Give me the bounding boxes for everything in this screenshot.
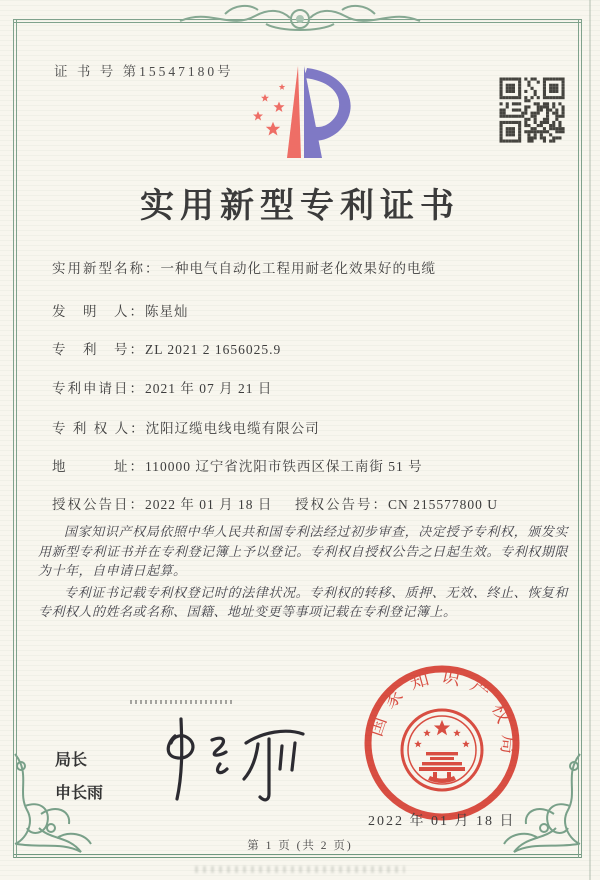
field-value: CN 215577800 U: [388, 497, 499, 512]
cnipa-logo: [240, 58, 370, 166]
certificate-number: 证 书 号 第15547180号: [54, 64, 234, 79]
field-value: 一种电气自动化工程用耐老化效果好的电缆: [160, 261, 436, 276]
officer-title: 局长: [55, 752, 88, 769]
print-artifact: [130, 700, 235, 704]
field-row-address: [52, 455, 423, 475]
field-label: 发 明 人：: [52, 304, 145, 319]
qr-code: [498, 76, 566, 144]
official-seal: [360, 664, 524, 828]
director-signature: [148, 712, 318, 807]
field-label: 地 址：: [52, 459, 145, 474]
field-value: 2022 年 01 月 18 日: [145, 497, 273, 512]
field-label: 授权公告日：: [52, 497, 145, 512]
field-pair-grant-number: [295, 493, 498, 513]
field-label: 授权公告号：: [295, 497, 388, 512]
field-row-utility-name: [52, 257, 436, 277]
certificate-title: 实用新型专利证书: [140, 188, 460, 225]
field-row-grant: [52, 493, 499, 513]
frame-left-border: [13, 19, 17, 858]
page-number: 第 1 页 (共 2 页): [247, 840, 353, 852]
field-row-inventor: [52, 300, 189, 320]
field-value: 沈阳辽缆电线电缆有限公司: [145, 421, 320, 436]
seal-text: 国家知识产权局: [365, 665, 520, 765]
officer-name: 申长雨: [55, 785, 104, 802]
top-dragon-ornament: [170, 0, 430, 38]
field-value: 陈星灿: [145, 304, 189, 319]
field-value: 110000 辽宁省沈阳市铁西区保工南街 51 号: [145, 459, 423, 474]
field-label: 专 利 权 人：: [52, 421, 146, 436]
legal-text: [38, 522, 568, 624]
next-page-ghost: [195, 866, 405, 873]
field-label: 专 利 号：: [52, 342, 145, 357]
frame-right-border: [578, 19, 582, 858]
page-edge-line: [589, 0, 591, 880]
field-value: ZL 2021 2 1656025.9: [145, 342, 282, 357]
field-label: 实用新型名称：: [52, 261, 161, 276]
field-value: 2021 年 07 月 21 日: [145, 381, 273, 396]
seal-date: 2022 年 01 月 18 日: [368, 814, 516, 829]
officer-block: [55, 744, 103, 810]
legal-paragraph-2: 专利证书记载专利权登记时的法律状况。专利权的转移、质押、无效、终止、恢复和专利权人的姓名或名称、国籍、地址变更等事项记载在专利登记簿上。: [38, 584, 568, 619]
field-row-filing-date: [52, 377, 272, 397]
field-row-patentee: [52, 417, 320, 437]
national-emblem: [402, 710, 482, 790]
field-label: 专利申请日：: [52, 381, 145, 396]
legal-paragraph-1: 国家知识产权局依照中华人民共和国专利法经过初步审查，决定授予专利权，颁发实用新型专利证书并在专利登记簿上予以登记。专利权自授权公告之日起生效。专利权期限为十年，自申请日起算。: [38, 524, 568, 578]
field-row-patent-number: [52, 338, 281, 358]
logo-red-stripe: [287, 66, 301, 158]
svg-text:国家知识产权局: [364, 665, 519, 765]
